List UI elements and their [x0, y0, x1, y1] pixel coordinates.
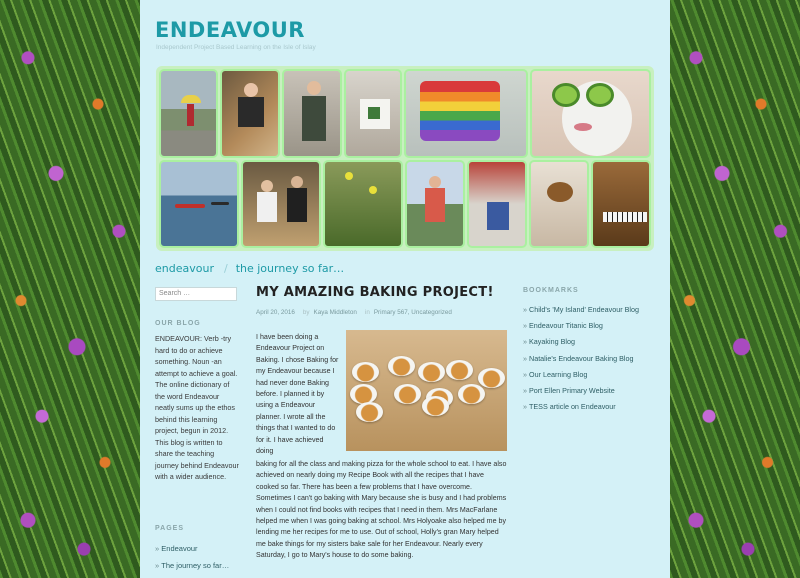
header-photo-cucumber-mask: [530, 69, 651, 158]
page-container: [140, 0, 670, 578]
bookmark-link[interactable]: » Child's 'My Island' Endeavour Blog: [523, 305, 639, 314]
pages-heading: PAGES: [155, 525, 184, 532]
post-in-label: in: [364, 309, 370, 316]
cupcakes-photo: [346, 330, 507, 451]
post-by-label: by: [302, 309, 310, 316]
header-photo-flowers: [323, 160, 403, 248]
post-meta: [256, 309, 460, 316]
pages-list: [155, 544, 229, 578]
bookmark-link[interactable]: » Our Learning Blog: [523, 370, 639, 379]
flower-background-right: [670, 0, 800, 578]
header-photo-girl-poster: [344, 69, 402, 158]
bookmarks-list: [523, 305, 639, 418]
header-photo-baking: [529, 160, 589, 248]
header-photo-classroom: [467, 160, 527, 248]
site-tagline: Independent Project Based Learning on the Isle of Islay: [156, 44, 316, 51]
post-body-continued: baking for all the class and making pizza for the whole school to eat. I have also achieved on nearly doing my Recipe Book with all the recipes that I have cooked so far. There has been a few problems that I have overcome. Sometimes I can't go baking with Mary because she is busy and I had problems when I could not find books with recipes that I need in them. Mrs MacFarlane helped me when I was going baking at school. Mrs Holyoake also helped me by lending me her recipes for me to use. Out of school, Holly's gran Mary helped me bake things for my sisters bake sale for her Endeavour. Nearly every Saturday, I go to Mary's house to do some baking.: [256, 460, 507, 560]
search-input[interactable]: Search …: [155, 287, 237, 301]
our-blog-heading: OUR BLOG: [155, 320, 201, 327]
bookmark-link[interactable]: » Port Ellen Primary Website: [523, 386, 639, 395]
post-date[interactable]: April 20, 2016: [256, 309, 295, 316]
header-photo-umbrella: [159, 69, 218, 158]
post-body-intro: I have been doing a Endeavour Project on Baking. I chose Baking for my Endeavour because I had never done Baking before. I planned it by using a Endeavour planner. I wrote all the things that I wanted to do for it. I have achieved doing: [256, 333, 339, 456]
page-link-journey[interactable]: » The journey so far…: [155, 561, 229, 570]
header-photo-rainbow-cake: [404, 69, 528, 158]
page-link-endeavour[interactable]: » Endeavour: [155, 544, 229, 553]
header-photo-boy-overalls: [282, 69, 342, 158]
header-photo-piano: [591, 160, 651, 248]
bookmark-link[interactable]: » Endeavour Titanic Blog: [523, 321, 639, 330]
bookmark-link[interactable]: » Kayaking Blog: [523, 337, 639, 346]
header-collage: [156, 66, 654, 251]
header-photo-violin: [241, 160, 321, 248]
header-photo-kayaks: [159, 160, 239, 248]
post-categories[interactable]: Primary 567, Uncategorized: [373, 309, 452, 316]
header-photo-girl-crafts: [220, 69, 280, 158]
bookmarks-heading: BOOKMARKS: [523, 287, 579, 294]
our-blog-description: ENDEAVOUR: Verb -try hard to do or achieve something. Noun -an attempt to achieve a goal. The online dictionary of the word Endeavour neatly sums up the ethos behind this learning project, begun in 2012. This blog is written to share the teaching journey behind Endeavour with a wider audience.: [155, 334, 239, 481]
nav-separator: /: [223, 262, 228, 275]
main-navigation: [155, 262, 344, 275]
post-author[interactable]: Kaya Middleton: [313, 309, 357, 316]
header-photo-girl-outdoors: [405, 160, 465, 248]
bookmark-link[interactable]: » TESS article on Endeavour: [523, 402, 639, 411]
flower-background-left: [0, 0, 140, 578]
nav-item-endeavour[interactable]: endeavour: [155, 262, 214, 275]
bookmark-link[interactable]: » Natalie's Endeavour Baking Blog: [523, 354, 639, 363]
site-title[interactable]: ENDEAVOUR: [155, 18, 305, 42]
nav-item-journey[interactable]: the journey so far…: [235, 262, 345, 275]
post-title[interactable]: MY AMAZING BAKING PROJECT!: [256, 285, 494, 300]
